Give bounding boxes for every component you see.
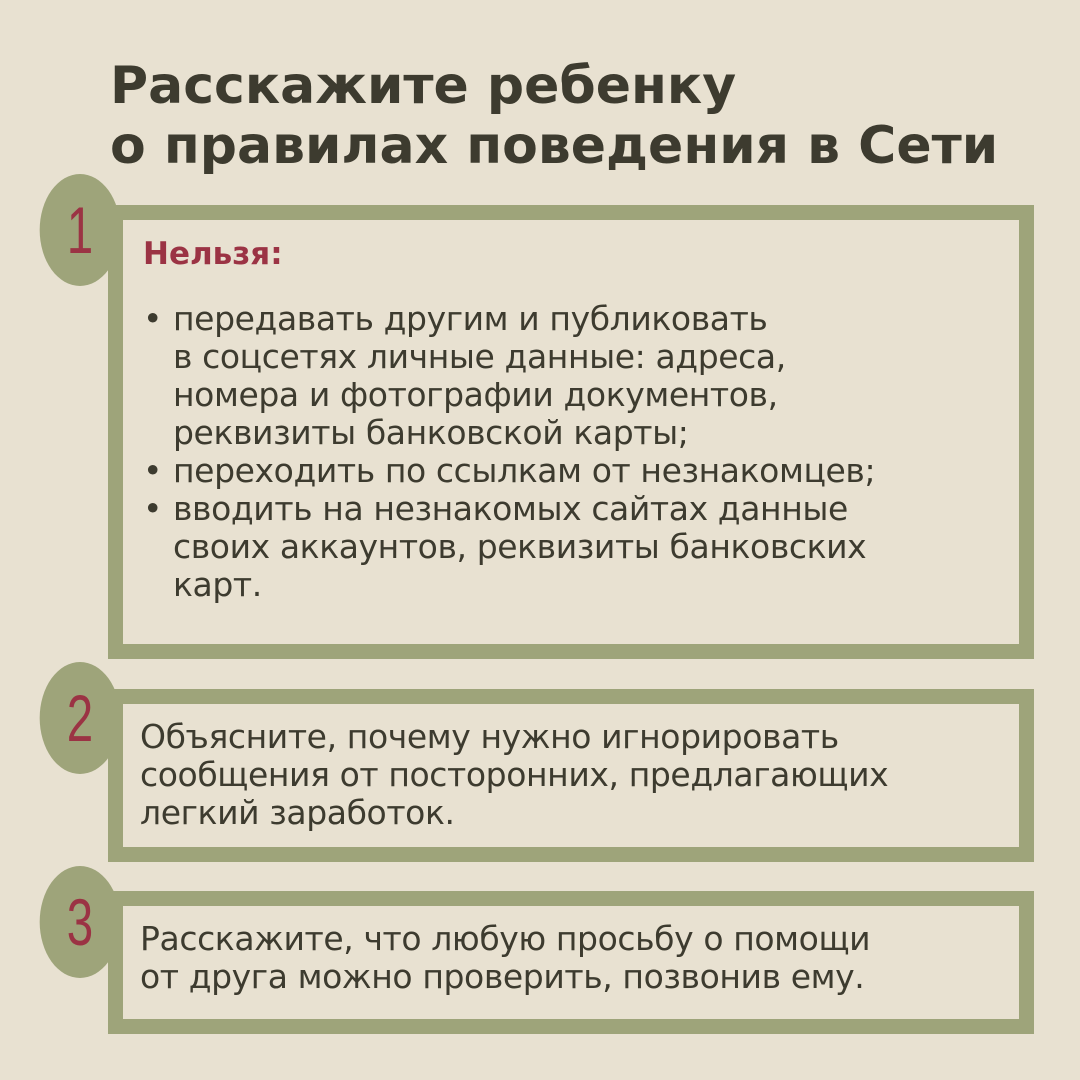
list-item: • переходить по ссылкам от незнакомцев; — [143, 452, 1009, 490]
rule-card-2 — [108, 689, 1034, 862]
rule-heading: Нельзя: — [143, 236, 283, 272]
rule-card-3 — [108, 891, 1034, 1034]
number-badge-2: 2 — [40, 662, 121, 774]
rule-text: Объясните, почему нужно игнорировать сообщения от посторонних, предлагающих легкий заработок. — [140, 717, 889, 832]
page-title — [110, 56, 998, 176]
list-item: • передавать другим и публиковать в соцсетях личные данные: адреса, номера и фотографии документов, реквизиты банковской карты; — [143, 300, 1009, 452]
rule-list — [143, 300, 1009, 604]
page-title-line-1: Расскажите ребенку — [110, 56, 737, 116]
rule-card-1 — [108, 205, 1034, 659]
rule-text: Расскажите, что любую просьбу о помощи от друга можно проверить, позвонив ему. — [140, 919, 871, 996]
page-title-line-2: о правилах поведения в Сети — [110, 116, 999, 176]
number-badge-1: 1 — [40, 174, 121, 286]
number-badge-3: 3 — [40, 866, 121, 978]
list-item: • вводить на незнакомых сайтах данные своих аккаунтов, реквизиты банковских карт. — [143, 490, 1009, 604]
